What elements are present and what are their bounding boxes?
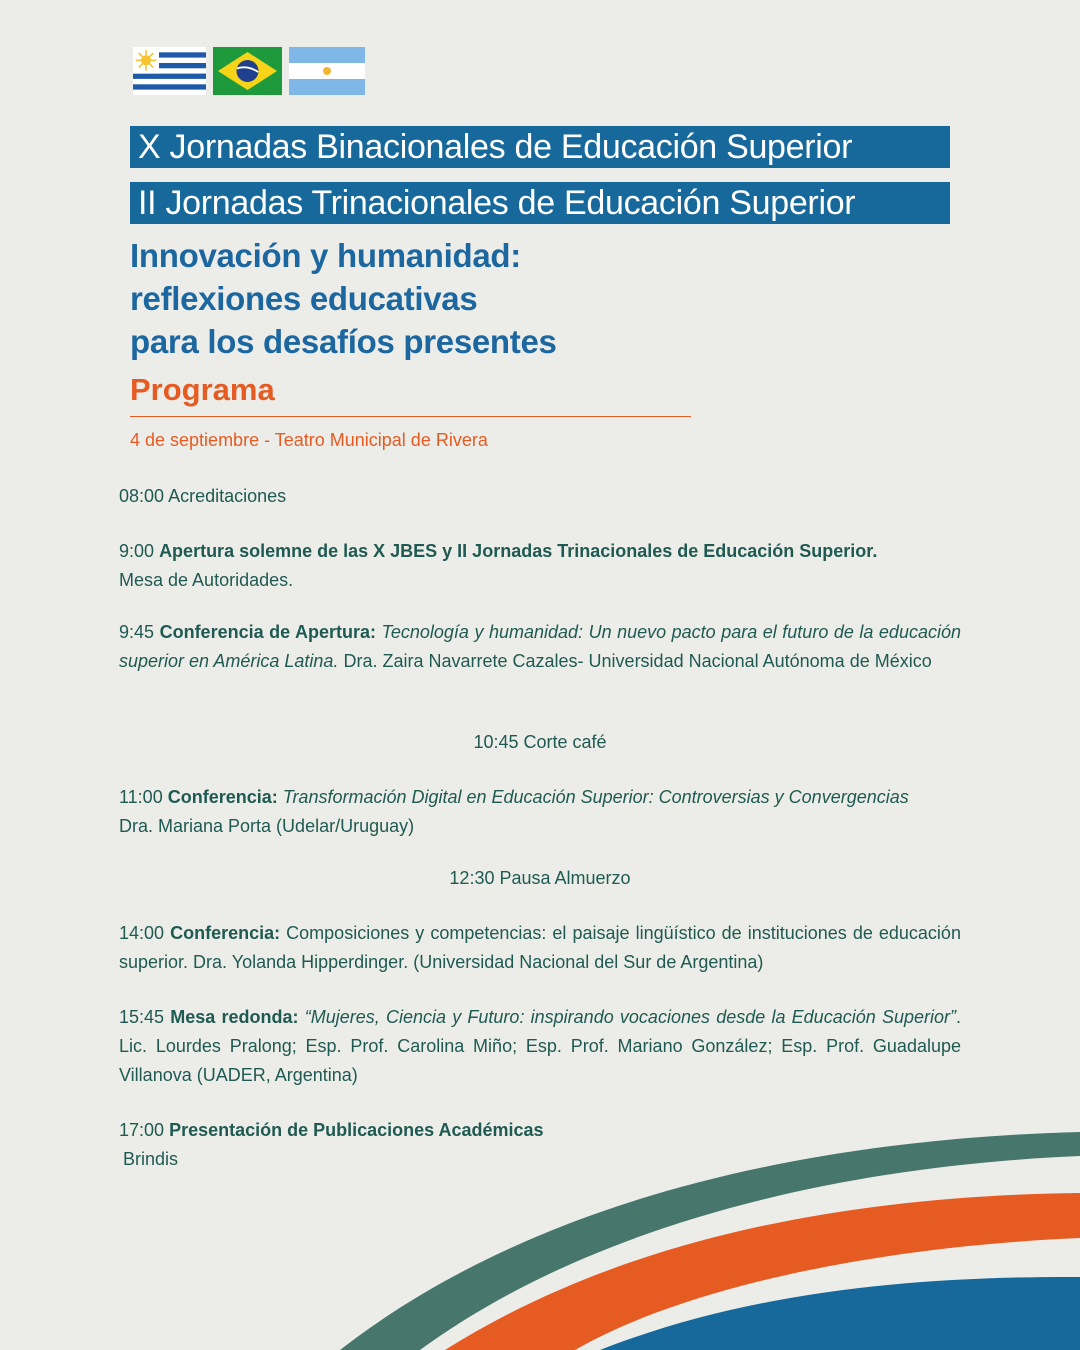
item-time: 17:00 xyxy=(119,1120,165,1140)
item-talk-title: “Mujeres, Ciencia y Futuro: inspirando vocaciones desde la Educación Superior” xyxy=(304,1007,956,1027)
item-title: Conferencia: xyxy=(167,787,278,807)
item-title: Apertura solemne de las X JBES y II Jornadas Trinacionales de Educación Superior. xyxy=(159,541,878,561)
item-title: Presentación de Publicaciones Académicas xyxy=(169,1120,544,1140)
item-speaker: Dra. Mariana Porta (Udelar/Uruguay) xyxy=(119,816,415,836)
theme-line: reflexiones educativas xyxy=(130,280,478,317)
item-text: Pausa Almuerzo xyxy=(499,868,631,888)
item-text: Corte café xyxy=(523,732,607,752)
date-venue: 4 de septiembre - Teatro Municipal de Rivera xyxy=(130,430,488,450)
item-title: Mesa redonda: xyxy=(170,1007,299,1027)
item-time: 15:45 xyxy=(119,1007,165,1027)
item-time: 08:00 xyxy=(119,486,165,506)
item-speaker: . Lic. Lourdes Pralong; Esp. Prof. Carolina Miño; Esp. Prof. Mariano González; Esp. Prof. Guadalupe Villanova (UADER, Argentina) xyxy=(119,1007,961,1085)
event-title-banner: X Jornadas Binacionales de Educación Superior xyxy=(130,126,950,168)
item-text: Acreditaciones xyxy=(168,486,287,506)
item-time: 10:45 xyxy=(473,732,519,752)
item-talk-title: Tecnología y humanidad: Un nuevo pacto para el futuro de la educación superior en América Latina. xyxy=(119,622,961,671)
item-time: 12:30 xyxy=(449,868,495,888)
item-speaker: Dra. Zaira Navarrete Cazales- Universidad Nacional Autónoma de México xyxy=(343,651,932,671)
item-speaker: Composiciones y competencias: el paisaje lingüístico de instituciones de educación superior. Dra. Yolanda Hipperdinger. (Universidad Nacional del Sur de Argentina) xyxy=(119,923,961,972)
event-subtitle-banner: II Jornadas Trinacionales de Educación Superior xyxy=(130,182,950,224)
theme-line: para los desafíos presentes xyxy=(130,323,557,360)
item-text: Brindis xyxy=(123,1149,179,1169)
item-time: 14:00 xyxy=(119,923,165,943)
item-text: Mesa de Autoridades. xyxy=(119,570,294,590)
item-title: Conferencia de Apertura: xyxy=(159,622,376,642)
item-time: 11:00 xyxy=(119,787,163,807)
programa-heading: Programa xyxy=(130,372,275,407)
item-time: 9:45 xyxy=(119,622,155,642)
item-title: Conferencia: xyxy=(170,923,281,943)
item-time: 9:00 xyxy=(119,541,155,561)
item-talk-title: Transformación Digital en Educación Superior: Controversias y Convergencias xyxy=(282,787,909,807)
theme-line: Innovación y humanidad: xyxy=(130,237,521,274)
